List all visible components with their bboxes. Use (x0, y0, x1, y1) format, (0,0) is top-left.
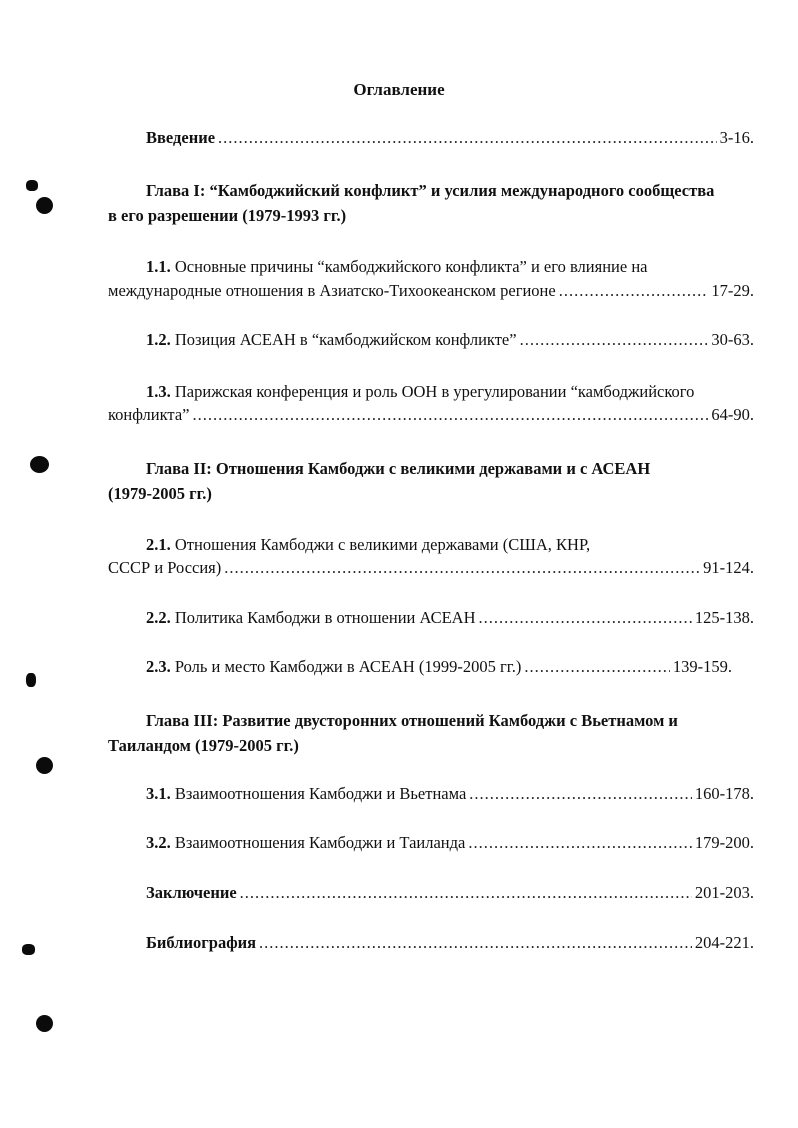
page-title: Оглавление (353, 80, 445, 99)
dot-leader (224, 558, 700, 578)
page-range: 64-90. (711, 405, 754, 424)
section-text: Роль и место Камбоджи в АСЕАН (1999-2005 гг.) (174, 657, 522, 676)
section-text: международные отношения в Азиатско-Тихоокеанском регионе (108, 281, 556, 300)
toc-entry-conclusion (146, 883, 754, 903)
toc-entry-1-1 (108, 254, 754, 279)
section-number: 2.3. (146, 657, 171, 676)
entry-label: Библиография (146, 933, 257, 952)
toc-entry-2-1-tail (108, 558, 754, 578)
heading-line: Глава III: Развитие двусторонних отношений Камбоджи с Вьетнамом и (146, 711, 678, 730)
section-number: 2.1. (146, 535, 171, 554)
dot-leader (524, 657, 670, 677)
toc-entry-1-1-tail (108, 281, 754, 301)
section-text: Позиция АСЕАН в “камбоджийском конфликте” (174, 330, 517, 349)
entry-label: Введение (146, 128, 216, 147)
page-range: 179-200. (694, 833, 754, 852)
binder-hole-mark (36, 757, 53, 774)
heading-line: (1979-2005 гг.) (108, 484, 212, 503)
heading-line: Глава II: Отношения Камбоджи с великими державами и с АСЕАН (146, 459, 651, 478)
chapter-heading-1 (108, 178, 754, 228)
section-number: 3.1. (146, 784, 171, 803)
ink-speck-mark (26, 673, 36, 687)
binder-hole-mark (36, 197, 53, 214)
dot-leader (469, 784, 692, 804)
heading-line: в его разрешении (1979-1993 гг.) (108, 206, 347, 225)
heading-line: Глава I: “Камбоджийский конфликт” и усилия международного сообщества (146, 181, 715, 200)
dot-leader (479, 608, 692, 628)
page-range: 3-16. (719, 128, 754, 147)
section-text: Политика Камбоджи в отношении АСЕАН (174, 608, 476, 627)
section-number: 1.3. (146, 382, 171, 401)
toc-entry-1-2 (146, 330, 754, 350)
toc-entry-1-3 (108, 379, 754, 404)
ink-speck-mark (30, 456, 49, 473)
section-text: СССР и Россия) (108, 558, 222, 577)
toc-entry-3-1 (146, 784, 754, 804)
section-text: Взаимоотношения Камбоджи и Вьетнама (174, 784, 467, 803)
toc-entry-2-3 (146, 657, 732, 677)
page-range: 204-221. (694, 933, 754, 952)
dot-leader (240, 883, 692, 903)
toc-entry-bibliography (146, 933, 754, 953)
toc-entry-3-2 (146, 833, 754, 853)
section-number: 1.2. (146, 330, 171, 349)
section-text: Основные причины “камбоджийского конфликта” и его влияние на (174, 257, 648, 276)
dot-leader (192, 405, 708, 425)
ink-speck-mark (26, 180, 38, 191)
section-number: 3.2. (146, 833, 171, 852)
dot-leader (259, 933, 692, 953)
dot-leader (218, 128, 717, 148)
page-range: 30-63. (711, 330, 754, 349)
binder-hole-mark (36, 1015, 53, 1032)
section-text: Парижская конференция и роль ООН в урегулировании “камбоджийского (174, 382, 695, 401)
page-range: 17-29. (711, 281, 754, 300)
dot-leader (559, 281, 709, 301)
dot-leader (520, 330, 709, 350)
ink-speck-mark (22, 944, 35, 955)
page-range: 201-203. (694, 883, 754, 902)
heading-line: Таиландом (1979-2005 гг.) (108, 736, 299, 755)
page-range: 139-159. (672, 657, 732, 676)
toc-entry-1-3-tail (108, 405, 754, 425)
section-text: Взаимоотношения Камбоджи и Таиланда (174, 833, 466, 852)
page-range: 125-138. (694, 608, 754, 627)
dot-leader (468, 833, 692, 853)
chapter-heading-2 (108, 456, 754, 506)
entry-label: Заключение (146, 883, 237, 902)
page-range: 160-178. (694, 784, 754, 803)
section-number: 2.2. (146, 608, 171, 627)
toc-entry-2-1 (108, 532, 754, 557)
section-text: конфликта” (108, 405, 190, 424)
section-text: Отношения Камбоджи с великими державами (США, КНР, (174, 535, 591, 554)
section-number: 1.1. (146, 257, 171, 276)
chapter-heading-3 (108, 708, 754, 758)
page-range: 91-124. (703, 558, 754, 577)
toc-entry-introduction (146, 128, 754, 148)
toc-entry-2-2 (146, 608, 754, 628)
